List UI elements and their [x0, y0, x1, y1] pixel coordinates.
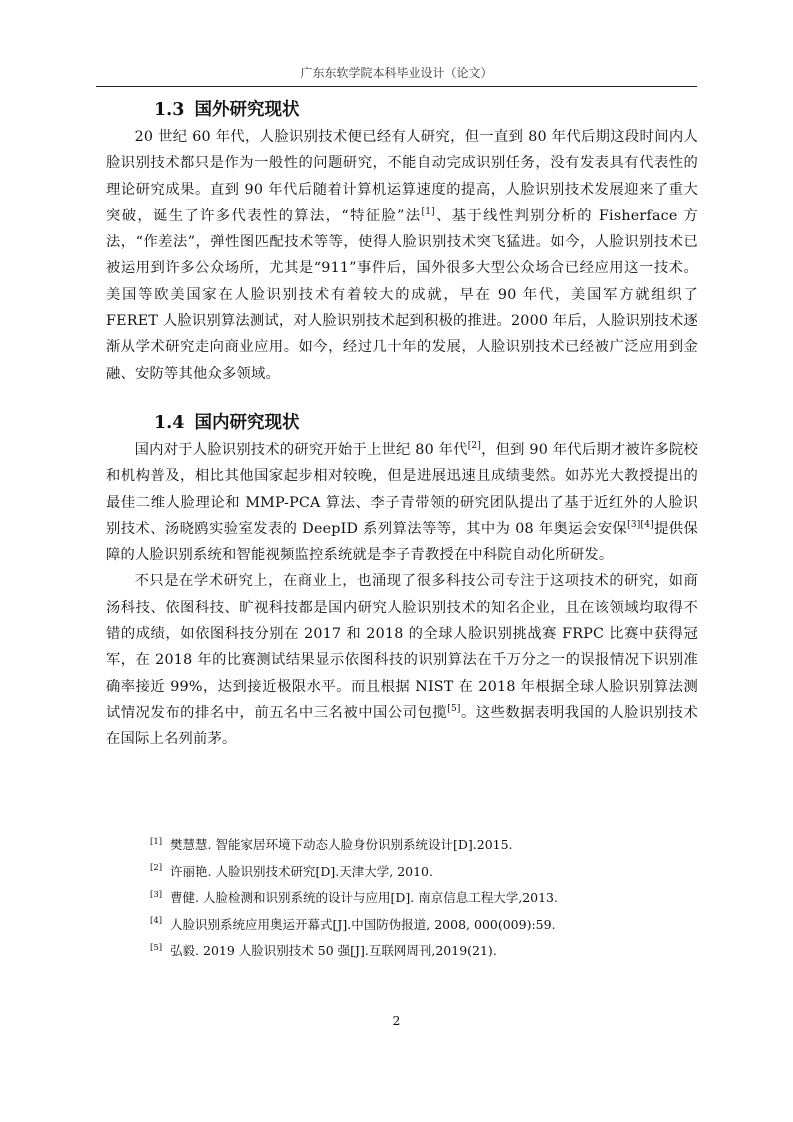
page-content — [106, 96, 698, 753]
footnote-text: 人脸识别系统应用奥运开幕式[J].中国防伪报道, 2008, 000(009):59. — [170, 916, 556, 932]
running-header: 广东东软学院本科毕业设计（论文） — [300, 66, 493, 80]
footnote — [150, 938, 690, 965]
section-title: 国外研究现状 — [194, 100, 300, 120]
footnote — [150, 859, 690, 886]
citation-ref[interactable]: [3][4] — [627, 520, 654, 531]
footnote-mark: [5] — [150, 942, 163, 953]
paragraph-text: 。这些数据表明我国的人脸识别技术在国际上名列前茅。 — [106, 704, 698, 748]
paragraph-commercial-research — [106, 568, 698, 752]
footnote-text: 许丽艳. 人脸识别技术研究[D].天津大学, 2010. — [170, 863, 433, 879]
footnote-mark: [2] — [150, 863, 163, 874]
footnote — [150, 832, 690, 859]
footnote-mark: [1] — [150, 836, 163, 847]
page-number: 2 — [392, 1013, 401, 1028]
section-title: 国内研究现状 — [194, 412, 300, 433]
section-number: 1.3 — [154, 100, 185, 120]
citation-ref[interactable]: [5] — [447, 704, 461, 715]
citation-ref[interactable]: [2] — [467, 441, 482, 452]
footnotes — [150, 832, 690, 965]
paragraph-text: 20 世纪 60 年代，人脸识别技术便已经有人研究，但一直到 80 年代后期这段时间内人脸识别技术都只是作为一般性的问题研究，不能自动完成识别任务，没有发表具有代表性的理论研究成果。直到 90 年代后随着计算机运算速度的提高，人脸识别技术发展迎来了重大突破，诞生了许多代表性的算法，“特征脸”法 — [106, 129, 698, 224]
footnote-text: 曹健. 人脸检测和识别系统的设计与应用[D]. 南京信息工程大学,2013. — [170, 890, 558, 905]
paragraph-text: 国内对于人脸识别技术的研究开始于上世纪 80 年代 — [134, 441, 468, 458]
section-heading-1-4 — [106, 409, 698, 437]
footnote — [150, 912, 690, 939]
paragraph-text: ，但到 90 年代后期才被许多院校和机构普及，相比其他国家起步相对较晚，但是进展迅速且成绩斐然。如苏光大教授提出的最佳二维人脸理论和 MMP-PCA 算法、李子青带领的研究团队提出了基于近红外的人脸识别技术、汤晓鸥实验室发表的 DeepID 系列算法等等，其中为 08 年奥运会安保 — [106, 441, 698, 537]
section-heading-1-3 — [106, 96, 698, 124]
paragraph-domestic-research — [106, 437, 698, 568]
footnote-text: 弘毅. 2019 人脸识别技术 50 强[J].互联网周刊,2019(21). — [170, 943, 497, 958]
footnote — [150, 885, 690, 912]
paragraph-text: 、基于线性判别分析的 Fisherface 方法，“作差法”，弹性图匹配技术等等，使得人脸识别技术突飞猛进。如今，人脸识别技术已被运用到许多公众场所，尤其是“911”事件后，国外很多大型公众场合已经应用这一技术。美国等欧美国家在人脸识别技术有着较大的成就，早在 90 年代，美国军方就组织了 FERET 人脸识别算法测试，对人脸识别技术起到积极的推进。2000 年后，人脸识别技术逐渐从学术研究走向商业应用。如今，经过几十年的发展，人脸识别技术已经被广泛应用到金融、安防等其他众多领域。 — [106, 207, 698, 382]
section-number: 1.4 — [154, 412, 185, 433]
paragraph-text: 不只是在学术研究上，在商业上，也涌现了很多科技公司专注于这项技术的研究，如商汤科技、依图科技、旷视科技都是国内研究人脸识别技术的知名企业，且在该领域均取得不错的成绩，如依图科技分别在 2017 和 2018 的全球人脸识别挑战赛 FRPC 比赛中获得冠军，在 2018 年的比赛测试结果显示依图科技的识别算法在千万分之一的误报情况下识别准确率接近 99%，达到接近极限水平。而且根据 NIST 在 2018 年根据全球人脸识别算法测试情况发布的排名中，前五名中三名被中国公司包揽 — [106, 573, 698, 721]
footnote-text: 樊慧慧. 智能家居环境下动态人脸身份识别系统设计[D].2015. — [170, 837, 513, 852]
paragraph-text: 提供保障的人脸识别系统和智能视频监控系统就是李子青教授在中科院自动化所研发。 — [106, 520, 698, 564]
citation-ref[interactable]: [1] — [421, 207, 435, 218]
footnote-mark: [3] — [150, 889, 163, 900]
footnote-mark: [4] — [150, 916, 163, 927]
header-rule — [96, 86, 697, 87]
paragraph-foreign-research — [106, 124, 698, 387]
